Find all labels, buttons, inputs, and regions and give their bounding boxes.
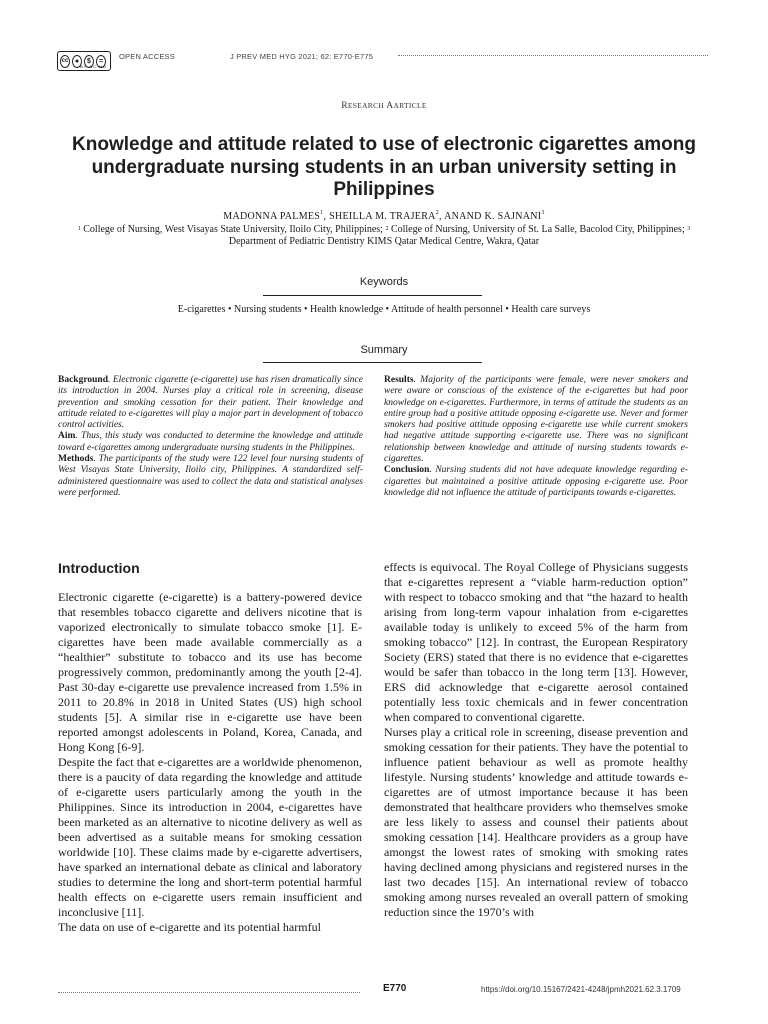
summary-background: Background. Electronic cigarette (e-cigarette) use has risen dramatically since its introduction in 2004. Nurses play a critical role in screening, disease prevention and smoking cessation for their patient. Their knowledge and attitude related to e-cigarettes will play a major part in development of tobacco control activities. (58, 375, 363, 431)
header-divider (398, 55, 708, 56)
footer-divider (58, 992, 360, 993)
author-list: MADONNA PALMES$^1$, SHEILLA M. TRAJERA$^2$, ANAND K. SAJNANI$^3$ (223, 210, 545, 222)
keywords-rule (263, 295, 482, 296)
body-paragraph: Despite the fact that e-cigarettes are a worldwide phenomenon, there is a paucity of data regarding the knowledge and attitude of e-cigarette users particularly among the youth in the Philippines. Since its introduction in 2004, e-cigarettes have been marketed as an alternative to nicotine delivery as well as been advertised as a suitable means for smoking cessation worldwide [10]. These claims made by e-cigarette advertisers, have sparked an international debate as clinical and laboratory studies to determine the long and short-term potential harmful health effects on e-cigarette users remain insufficient and inconclusive [11]. (58, 755, 362, 919)
summary-left-column (58, 375, 363, 499)
body-paragraph: The data on use of e-cigarette and its potential harmful (58, 920, 321, 934)
keywords-heading: Keywords (359, 276, 409, 288)
open-access-label: OPEN ACCESS (119, 52, 175, 61)
body-right-column (384, 560, 688, 920)
doi-link[interactable]: https://doi.org/10.15167/2421-4248/jpmh2021.62.3.1709 (481, 985, 681, 994)
article-title: Knowledge and attitude related to use of electronic cigarettes among undergraduate nursing students in an urban university setting in Philippines (72, 134, 696, 200)
introduction-heading: Introduction (58, 560, 140, 576)
summary-right-column (384, 375, 688, 499)
author-name: ANAND K. SAJNANI (444, 211, 542, 222)
summary-results: Results. Majority of the participants were female, were never smokers and were aware or conscious of the existence of the e-cigarettes but had poor knowledge on e-cigarettes. Furthermore, in terms of attitude the students as an entire group had a positive attitude opposing e-cigarette use. Never and former smokers had positive attitude opposing e-cigarette use while current smokers had negative attitude supporting e-cigarette use. There was no significant relationship between knowledge and attitude of nursing students towards e-cigarettes. (384, 375, 688, 465)
author-name: MADONNA PALMES (223, 211, 321, 222)
nd-icon: = (96, 55, 106, 68)
page-number: E770 (383, 983, 407, 994)
article-type: RESEARCH AARTICLE (341, 101, 427, 111)
cc-license-logo (57, 51, 111, 71)
body-paragraph: Electronic cigarette (e-cigarette) is a battery-powered device that resembles tobacco cigarette and delivers nicotine that is vaporized electronically to simulate tobacco smoke [1]. E-cigarettes have been made available commercially as a “healthier” substitute to tobacco and its use has become progressively common, predominantly among the youth [2-4]. Past 30-day e-cigarette use prevalence increased from 1.5% in 2011 to 20.8% in 2018 in United States (US) high school students [5]. A similar rise in e-cigarette use have been reported amongst adolescents in Poland, Korea, Canada, and Hong Kong [6-9]. (58, 590, 362, 754)
summary-methods: Methods. The participants of the study were 122 level four nursing students of West Visayas State University, Iloilo city, Philippines. A standardized self-administered questionnaire was used to collect the data and statistical analyses were performed. (58, 454, 363, 498)
summary-rule (263, 362, 482, 363)
summary-aim: Aim. Thus, this study was conducted to determine the knowledge and attitude toward e-cigarettes among undergraduate nursing students in the Philippines. (58, 431, 363, 453)
keywords-list: E-cigarettes • Nursing students • Health knowledge • Attitude of health personnel • Health care surveys (177, 304, 591, 315)
cc-icon: cc (60, 55, 70, 68)
nc-icon: $ (84, 55, 94, 68)
cc-license-sub: BY NC ND (80, 64, 108, 69)
body-paragraph: Nurses play a critical role in screening, disease prevention and smoking cessation for their patients. They have the potential to influence patient behaviour as well as promote healthy lifestyle. Nursing students’ knowledge and attitude towards e-cigarettes are of utmost importance because it has been demonstrated that healthcare providers who themselves smoke are less likely to assess and counsel their patients about smoking cessation [14]. Healthcare providers as a group have amongst the lowest rates of smoking with smoking rates having declined among physicians and registered nurses in the last two decades [15]. An international review of tobacco smoking among nurses revealed an overall pattern of smoking reduction since the 1970’s with (384, 725, 688, 919)
journal-reference: J PREV MED HYG 2021; 62: E770-E775 (230, 52, 374, 61)
body-paragraph: effects is equivocal. The Royal College of Physicians suggests that e-cigarettes represent a “viable harm-reduction option” with respect to tobacco smoking and that “the hazard to health arising from long-term vapour inhalation from e-cigarettes available today is unlikely to exceed 5% of the harm from smoking tobacco” [12]. In contrast, the European Respiratory Society (ERS) stated that there is no evidence that e-cigarettes would be safer than tobacco in the long term [13]. However, ERS did acknowledge that e-cigarette aerosol contained potentially less toxic chemicals and in fewer concentration when compared to conventional cigarette. (384, 560, 688, 724)
summary-conclusion: Conclusion. Nursing students did not have adequate knowledge regarding e-cigarettes but maintained a positive attitude opposing e-cigarette use. Poor knowledge did not influence the attitude of participants towards e-cigarettes. (384, 465, 688, 498)
affiliations: $^1$ College of Nursing, West Visayas State University, Iloilo City, Philippines; $^2$ College of Nursing, University of St. La Salle, Bacolod City, Philippines; $^3$ Department of Pediatric Dentistry KIMS Qatar Medical Centre, Wakra, Qatar (77, 224, 691, 247)
summary-heading: Summary (360, 344, 408, 356)
body-left-column (58, 590, 362, 935)
author-name: SHEILLA M. TRAJERA (329, 211, 436, 222)
by-icon: ● (72, 55, 82, 68)
